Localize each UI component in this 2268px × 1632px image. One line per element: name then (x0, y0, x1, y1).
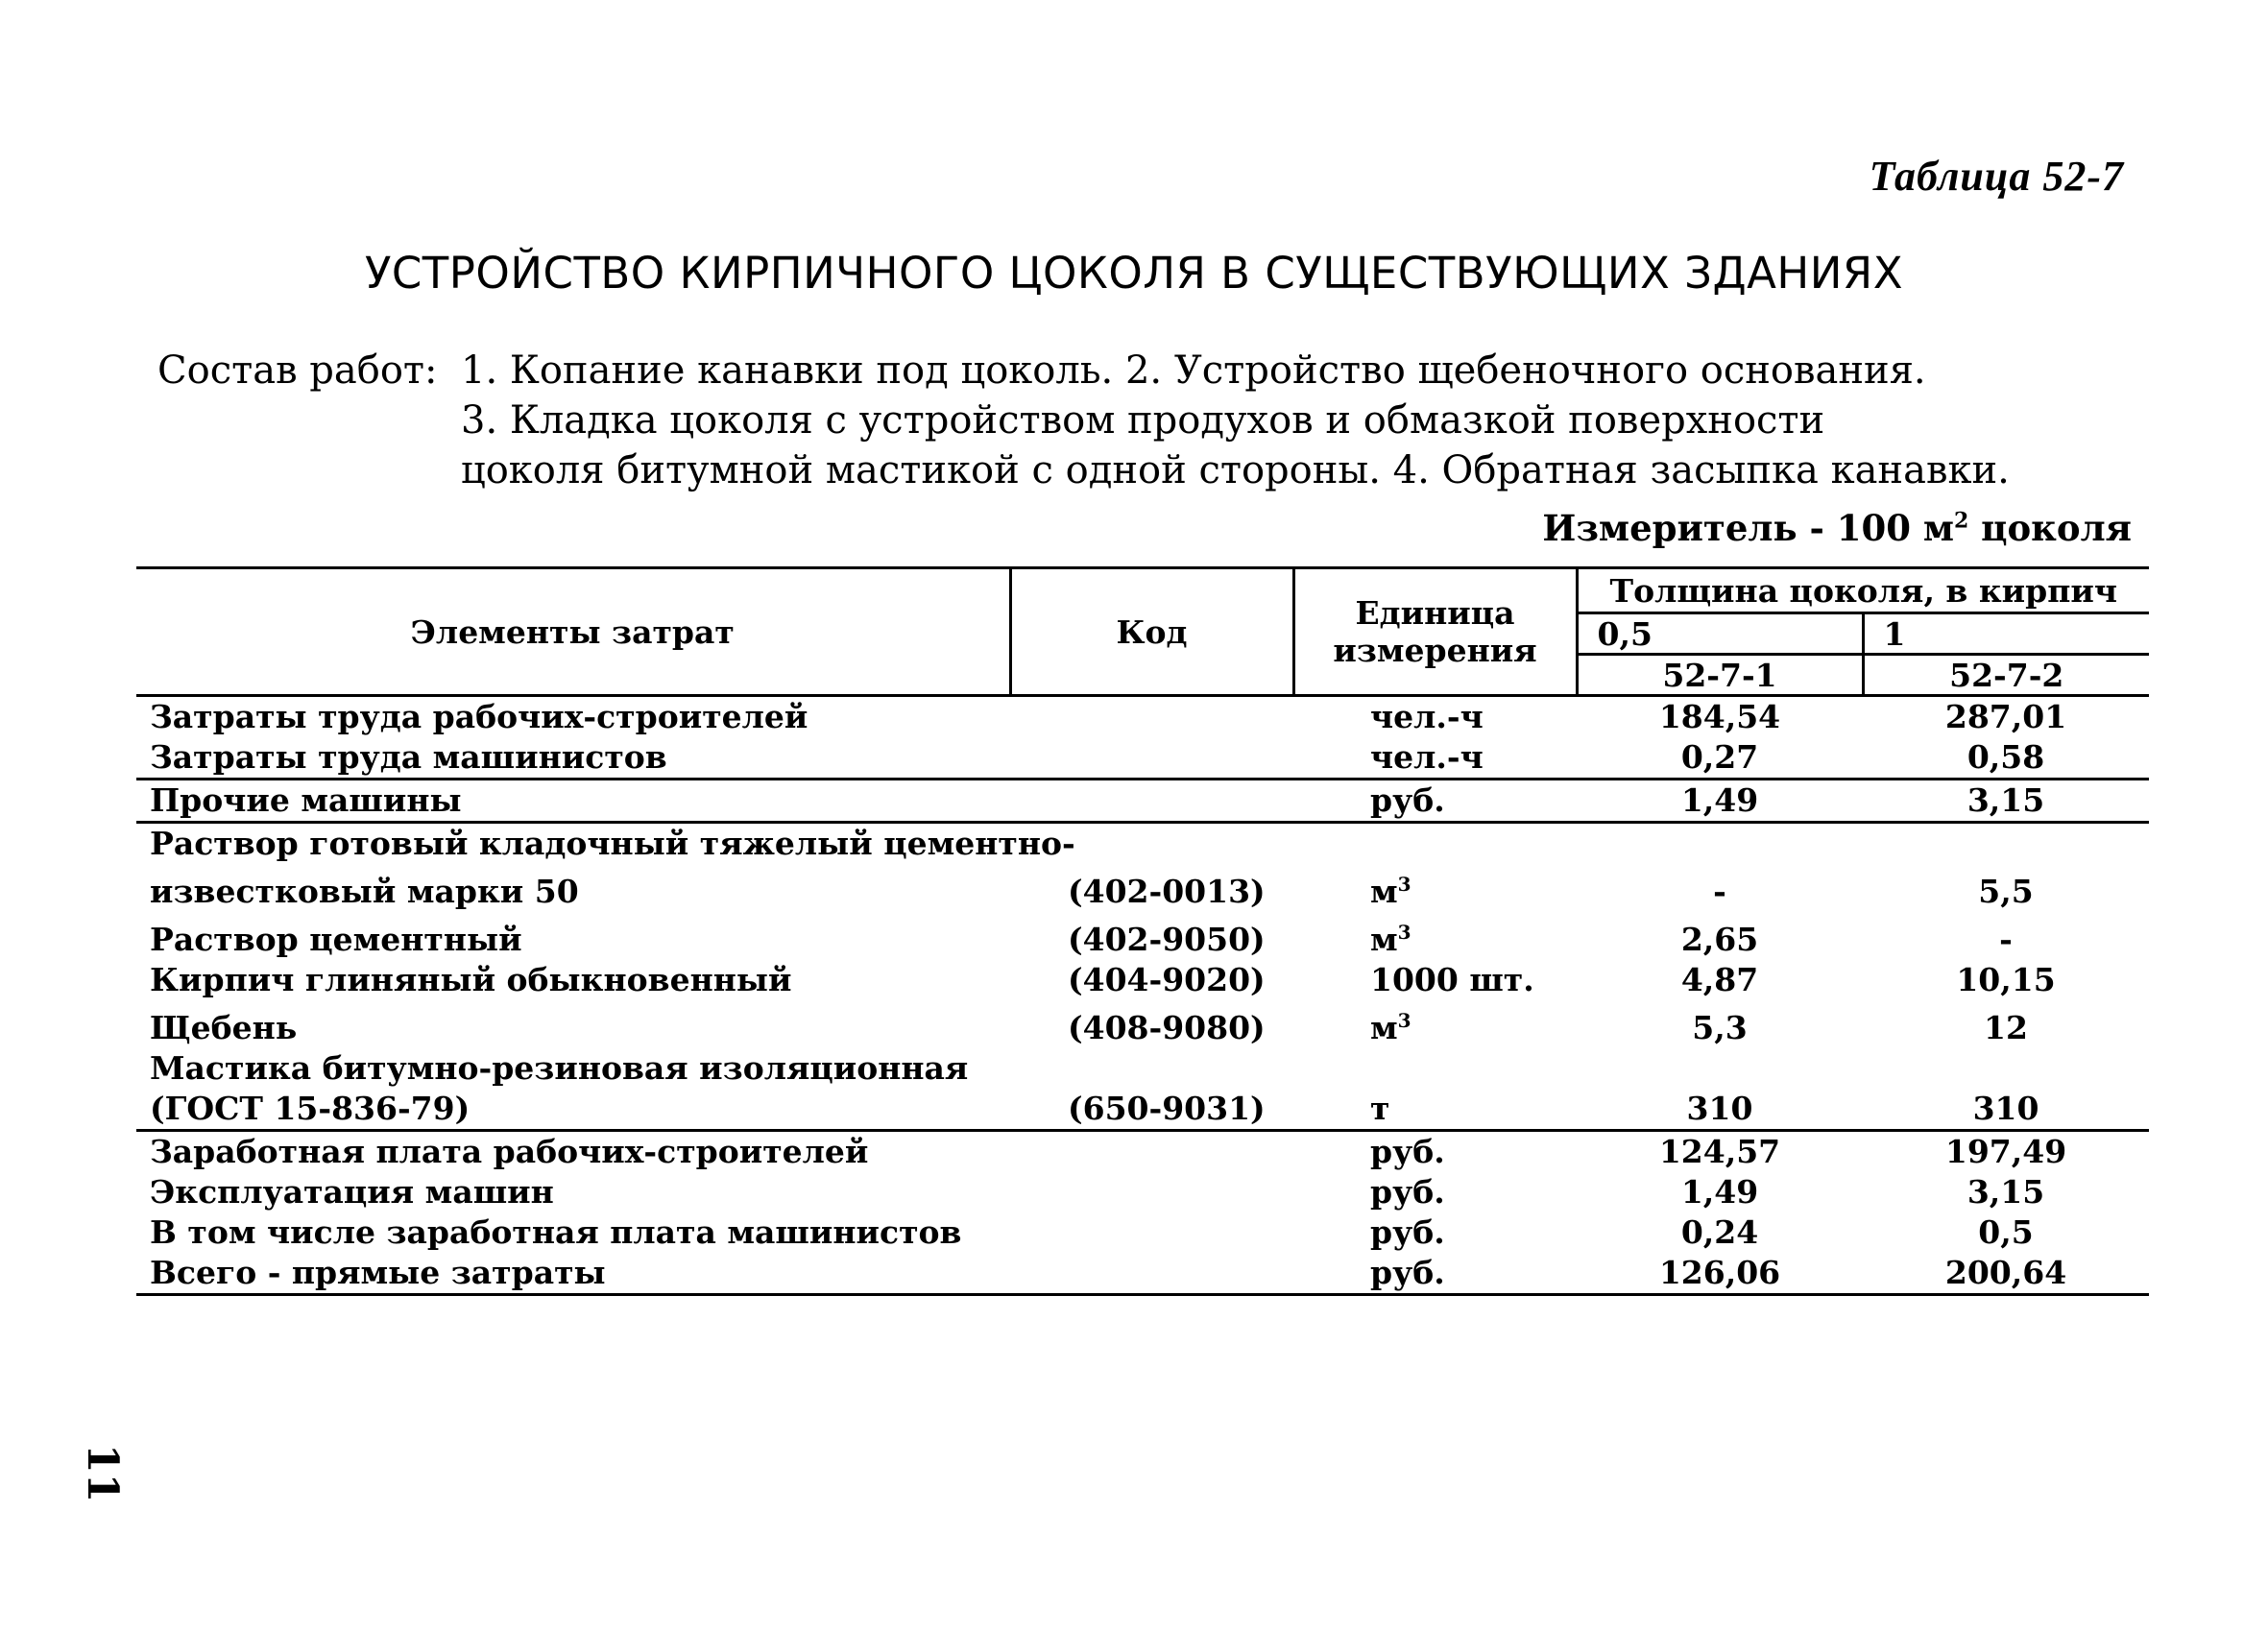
row-unit (1293, 1000, 1577, 1048)
row-name: Эксплуатация машин (150, 1173, 554, 1211)
table-body (136, 696, 2149, 1295)
header-code: Код (1010, 568, 1293, 696)
works-composition (157, 346, 2010, 495)
row-value-2: 197,49 (1944, 1133, 2067, 1170)
row-code: (404-9020) (1068, 961, 1266, 998)
table-row (136, 960, 2149, 1000)
header-unit-line2: измерения (1333, 632, 1537, 669)
row-unit: руб. (1293, 780, 1577, 823)
row-value-2: 12 (1984, 1009, 2028, 1046)
page-number: 11 (78, 1444, 127, 1503)
table-row (136, 1212, 2149, 1253)
header-unit (1293, 568, 1577, 696)
row-code (1010, 780, 1293, 823)
row-value-1: 310 (1577, 1089, 1863, 1131)
row-value-1: 4,87 (1680, 961, 1759, 998)
row-unit-text: м (1370, 1009, 1398, 1046)
row-unit: 1000 шт. (1370, 961, 1534, 998)
row-code (1010, 1212, 1293, 1253)
row-value-2: 3,15 (1966, 1173, 2045, 1211)
row-unit (1293, 1048, 1577, 1089)
measure-prefix: Измеритель - 100 м (1542, 507, 1954, 549)
row-name: Мастика битумно-резиновая изоляционная (150, 1049, 969, 1087)
row-value-1: 124,57 (1658, 1133, 1781, 1170)
row-unit-text: м (1370, 921, 1398, 958)
table-row (136, 1131, 2149, 1173)
row-value-2 (1863, 823, 2149, 865)
row-name: Прочие машины (136, 780, 1010, 823)
row-unit: т (1293, 1089, 1577, 1131)
row-unit: руб. (1370, 1213, 1445, 1251)
row-value-1 (1577, 823, 1863, 865)
table-row (136, 1089, 2149, 1131)
row-unit (1293, 864, 1577, 912)
table-row (136, 780, 2149, 823)
row-name: Раствор цементный (150, 921, 522, 958)
row-name: Кирпич глиняный обыкновенный (150, 961, 792, 998)
table-row (136, 823, 2149, 865)
row-unit-sup: 3 (1397, 1009, 1411, 1032)
table-row (136, 912, 2149, 960)
row-value-2: 287,01 (1863, 696, 2149, 738)
row-unit: чел.-ч (1293, 696, 1577, 738)
row-code (1010, 696, 1293, 738)
row-value-1 (1577, 1048, 1863, 1089)
table-row (136, 696, 2149, 738)
header-thickness-1: 0,5 (1577, 613, 1863, 655)
row-code: (402-9050) (1068, 921, 1266, 958)
row-code (1010, 737, 1293, 780)
header-unit-line1: Единица (1355, 594, 1515, 632)
table-label: Таблица 52-7 (1869, 153, 2124, 200)
row-code: (408-9080) (1068, 1009, 1266, 1046)
row-name: (ГОСТ 15-836-79) (136, 1089, 1010, 1131)
row-value-1: 126,06 (1577, 1253, 1863, 1295)
row-code (1010, 1253, 1293, 1295)
row-name: Затраты труда машинистов (136, 737, 1010, 780)
row-value-1: 2,65 (1680, 921, 1759, 958)
row-unit: руб. (1293, 1253, 1577, 1295)
table-row (136, 1048, 2149, 1089)
row-unit: руб. (1370, 1133, 1445, 1170)
row-value-1: 1,49 (1680, 1173, 1759, 1211)
row-value-2: 0,5 (1978, 1213, 2034, 1251)
row-name: Заработная плата рабочих-строителей (150, 1133, 869, 1170)
measure-sup: 2 (1953, 508, 1969, 534)
row-value-2: 0,58 (1863, 737, 2149, 780)
row-code (1010, 1172, 1293, 1212)
header-norm-2: 52-7-2 (1863, 655, 2149, 696)
works-lead: Состав работ: (157, 348, 438, 393)
row-unit-sup: 3 (1397, 873, 1411, 896)
row-value-1: 5,3 (1692, 1009, 1748, 1046)
row-code: (650-9031) (1010, 1089, 1293, 1131)
row-value-2: 10,15 (1956, 961, 2056, 998)
row-name: Щебень (150, 1009, 298, 1046)
header-thickness: Толщина цоколя, в кирпич (1577, 568, 2149, 613)
row-unit-sup: 3 (1397, 921, 1411, 944)
row-value-2 (1863, 1048, 2149, 1089)
row-code: (402-0013) (1068, 873, 1266, 910)
header-elements: Элементы затрат (136, 568, 1010, 696)
row-value-1: 184,54 (1577, 696, 1863, 738)
header-norm-1: 52-7-1 (1577, 655, 1863, 696)
cost-table (136, 566, 2149, 1296)
row-unit: руб. (1370, 1173, 1445, 1211)
row-unit (1293, 912, 1577, 960)
table-row (136, 864, 2149, 912)
header-thickness-2: 1 (1863, 613, 2149, 655)
table-row (136, 1000, 2149, 1048)
row-value-2: 3,15 (1863, 780, 2149, 823)
works-line-2: 3. Кладка цоколя с устройством продухов и обмазкой поверхности (461, 398, 1825, 443)
works-line-3: цоколя битумной мастикой с одной стороны. 4. Обратная засыпка канавки. (461, 448, 2010, 492)
works-line-1 (157, 346, 2010, 396)
row-unit: чел.-ч (1293, 737, 1577, 780)
row-name: известковый марки 50 (150, 873, 579, 910)
row-value-2: - (1999, 921, 2013, 958)
page-title: УСТРОЙСТВО КИРПИЧНОГО ЦОКОЛЯ В СУЩЕСТВУЮЩИХ ЗДАНИЯХ (364, 248, 1904, 299)
row-code (1010, 1131, 1293, 1173)
row-value-1: 0,27 (1577, 737, 1863, 780)
row-value-1: 1,49 (1577, 780, 1863, 823)
table-row (136, 1172, 2149, 1212)
row-name: Раствор готовый кладочный тяжелый цементно- (150, 825, 1075, 862)
table-header (136, 568, 2149, 696)
table-row (136, 1253, 2149, 1295)
row-name: В том числе заработная плата машинистов (150, 1213, 962, 1251)
row-value-2: 310 (1863, 1089, 2149, 1131)
measure-suffix: цоколя (1968, 507, 2132, 549)
cost-table-wrapper (136, 566, 2149, 1296)
row-value-1: - (1713, 873, 1726, 910)
row-name: Всего - прямые затраты (136, 1253, 1010, 1295)
works-text-1: 1. Копание канавки под цоколь. 2. Устройство щебеночного основания. (461, 348, 1926, 393)
row-value-2: 200,64 (1863, 1253, 2149, 1295)
row-unit-text: м (1370, 873, 1398, 910)
row-value-2: 5,5 (1978, 873, 2034, 910)
row-value-1: 0,24 (1680, 1213, 1759, 1251)
row-name: Затраты труда рабочих-строителей (136, 696, 1010, 738)
row-unit (1293, 823, 1577, 865)
table-row (136, 737, 2149, 780)
measure-unit (1542, 507, 2132, 549)
row-code (1010, 1048, 1293, 1089)
